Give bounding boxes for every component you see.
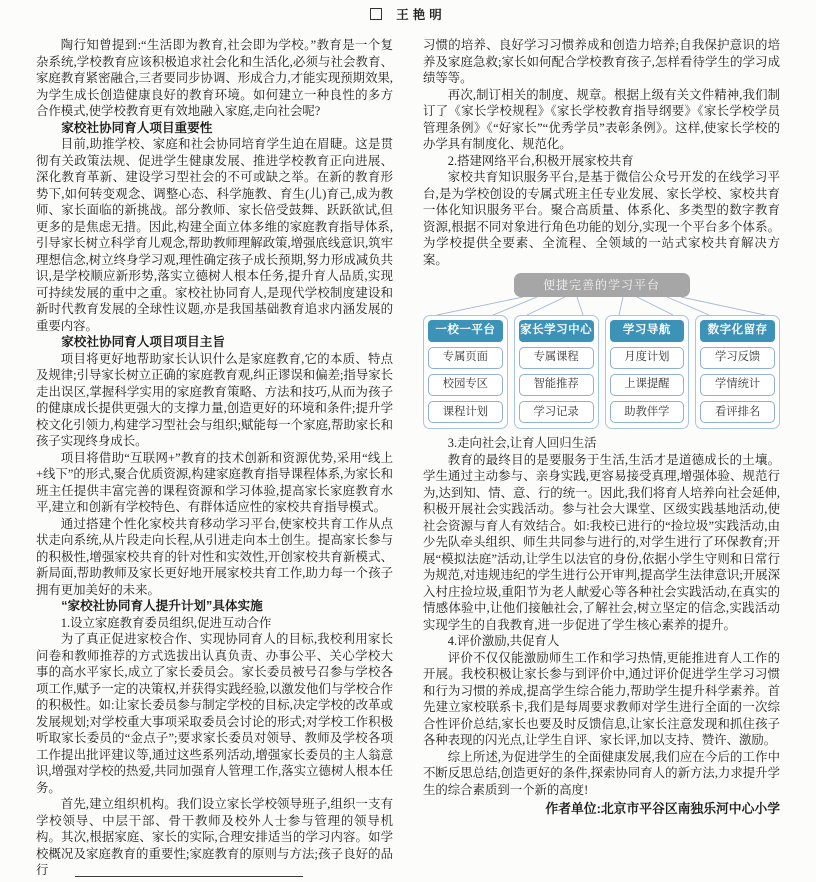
paragraph: 陶行知曾提到:“生活即为教育,社会即为学校。”教育是一个复杂系统,学校教育应该积极追求社会化和生活化,必须与社会教育、家庭教育紧密融合,三者要同步协调、形成合力,才能实现预期效果,为学生成长创造健康良好的教育环境。如何建立一种良性的多方合作模式,使学校教育更有效地融入家庭,走向社会呢?	[36, 38, 393, 118]
diagram-column-school-platform	[423, 315, 508, 429]
paragraph: 目前,助推学校、家庭和社会协同培育学生迫在眉睫。这是贯彻有关政策法规、促进学生健康发展、推进学校教育正向进展、深化教育革新、建设学习型社会的不可或缺之举。在新的教育形势下,如何转变观念、调整心态、科学施教、育生(儿)育己,成为教师、家长面临的新挑战。部分教师、家长倍受鼓舞、跃跃欲试,但更多的是焦虑无措。因此,构建全面立体多维的家庭教育指导体系,引导家长树立科学育儿观念,帮助教师理解政策,增强底线意识,筑牢理想信念,树立终身学习观,理性确定孩子成长预期,努力形成减负共识,是学校顺应新形势,落实立德树人根本任务,提升育人品质,实现可持续发展的重中之重。家校社协同育人,是现代学校制度建设和新时代教育发展的全球性议题,亦是我国基础教育追求内涵发展的重要内容。	[36, 137, 393, 333]
section-heading: 家校社协同育人项目重要性	[61, 120, 213, 135]
author-affiliation: 作者单位:北京市平谷区南独乐河中心小学	[545, 801, 780, 817]
paragraph: 首先,建立组织机构。我们设立家长学校领导班子,组织一支有学校领导、中层干部、骨干教师及校外人士参与管理的领导机构。其次,根据家庭、家长的实际,合理安排适当的学习内容。如学校概况及家庭教育的重要性;家庭教育的原则与方法;孩子良好的品行	[36, 797, 393, 877]
diagram-item: 上课提醒	[610, 374, 685, 396]
page-header	[0, 5, 816, 23]
diagram-item: 学情统计	[700, 374, 775, 396]
paragraph: 家校共育知识服务平台,是基于微信公众号开发的在线学习平台,是为学校创设的专属式班主任专业发展、家长学校、家校共育一体化知识服务平台。聚合高质量、体系化、多类型的数字教育资源,根据不同对象进行角色功能的划分,实现一个平台多个体系。为学校提供全要素、全流程、全领域的一站式家校共育解决方案。	[423, 170, 780, 267]
paragraph: 综上所述,为促进学生的全面健康发展,我们应在今后的工作中不断反思总结,创造更好的条件,探索协同育人的新方法,力求提升学生的综合素质到一个新的高度!	[423, 749, 780, 797]
diagram-connector-lines	[423, 297, 779, 315]
diagram-item: 课程计划	[428, 401, 503, 423]
diagram-item: 智能推荐	[519, 374, 594, 396]
subsection-heading: 1.设立家庭教育委员组织,促进互动合作	[60, 615, 272, 630]
paragraph: 项目将更好地帮助家长认识什么是家庭教育,它的本质、特点及规律;引导家长树立正确的家庭教育观,纠正谬误和偏差;指导家长走出误区,掌握科学实用的家庭教育策略、方法和技巧,从而为孩子的健康成长提供更强大的支撑力量,创造更好的环境和条件;提升学校文化引领力,构建学习型社会与组织;赋能每一个家庭,帮助家长和孩子实现终身成长。	[36, 351, 393, 448]
right-column	[423, 37, 780, 879]
diagram-column-header: 一校一平台	[428, 320, 503, 342]
paragraph: 再次,制订相关的制度、规章。根据上级有关文件精神,我们制订了《家长学校规程》《家长学校教育指导纲要》《家长学校学员管理条例》《“好家长”“优秀学员”表彰条例》。这样,使家长学校的办学具有制度化、规范化。	[423, 87, 780, 151]
paragraph: 通过搭建个性化家校共育移动学习平台,使家校共育工作从点状走向系统,从片段走向长程,从引进走向本土创生。提高家长参与的积极性,增强家校共育的针对性和实效性,开创家校共育新模式、新局面,帮助教师及家长更好地开展家校共育工作,助力每一个孩子拥有更加美好的未来。	[36, 516, 393, 597]
author-marker-square-icon	[370, 8, 382, 20]
paragraph: 习惯的培养、良好学习习惯养成和创造力培养;自我保护意识的培养及家庭急救;家长如何配合学校教育孩子,怎样看待学生的学习成绩等等。	[423, 38, 780, 85]
paragraph: 为了真正促进家校合作、实现协同育人的目标,我校利用家长问卷和教师推荐的方式选拔出认真负责、办事公平、关心学校大事的高水平家长,成立了家长委员会。家长委员被号召参与学校各项工作,赋予一定的决策权,并获得实践经验,以激发他们与学校合作的积极性。如:让家长委员参与制定学校的目标,决定学校的改革或发展规划;对学校重大事项采取委员会讨论的形式;对学校工作积极听取家长委员的“金点子”;要求家长委员对领导、教师及学校各项工作提出批评建议等,通过这些系列活动,增强家长委员的主人翁意识,增强对学校的热爱,共同加强育人管理工作,落实立德树人根本任务。	[36, 632, 393, 795]
diagram-item: 学习记录	[519, 401, 594, 423]
paragraph: 评价不仅仅能激励师生工作和学习热情,更能推进育人工作的开展。我校积极让家长参与到评价中,通过评价促进学生学习习惯和行为习惯的养成,提高学生综合能力,帮助学生提升科学素养。首先建立家校联系卡,我们是每周要求教师对学生进行全面的一次综合性评价总结,家长也要及时反馈信息,让家长注意发现和抓住孩子各种表现的闪光点,让学生自评、家长评,加以支持、赞许、激励。	[423, 650, 780, 748]
diagram-column-header: 数字化留存	[700, 320, 775, 342]
diagram-column-parent-learning-center	[514, 315, 599, 429]
two-column-body	[36, 37, 780, 879]
diagram-item: 学习反馈	[700, 347, 775, 369]
subsection-heading: 4.评价激励,共促育人	[447, 634, 560, 649]
section-heading: “家校社协同育人提升计划”具体实施	[61, 599, 263, 613]
subsection-heading: 2.搭建网络平台,积极开展家校共育	[447, 153, 634, 168]
diagram-item: 专属页面	[428, 347, 503, 369]
diagram-item: 月度计划	[610, 347, 685, 369]
diagram-columns	[423, 315, 780, 429]
diagram-item: 校园专区	[428, 374, 503, 396]
diagram-column-header: 家长学习中心	[519, 320, 594, 342]
paragraph: 项目将借助“互联网+”教育的技术创新和资源优势,采用“线上+线下”的形式,聚合优质资源,构建家庭教育指导课程体系,为家长和班主任提供丰富完善的课程资源和学习体验,提高家长家庭教育水平,建立和创新有学校特色、有群体适应性的家校共育指导模式。	[36, 450, 393, 514]
diagram-column-learning-navigation	[605, 315, 690, 429]
paragraph: 教育的最终目的是要服务于生活,生活才是道德成长的土壤。学生通过主动参与、亲身实践,更容易接受真理,增强体验、规范行为,达到知、情、意、行的统一。因此,我们将育人培养向社会延伸,积极开展社会实践活动。参与社会大课堂、区级实践基地活动,使社会资源与育人有效结合。如:我校已进行的“捡垃圾”实践活动,由少先队牵头组织、师生共同参与进行的,对学生进行了环保教育;开展“模拟法庭”活动,让学生以法官的身份,依据小学生守则和日常行为规范,对违规违纪的学生进行公开审判,提高学生法律意识;开展深入村庄捡垃圾,重阳节为老人献爱心等各种社会实践活动,在真实的情感体验中,让他们接触社会,了解社会,树立坚定的信念,实践活动实现学生的自我教育,进一步促进了学生核心素养的提升。	[423, 452, 780, 632]
diagram-root-node: 便捷完善的学习平台	[514, 273, 690, 297]
diagram-item: 看评排名	[700, 401, 775, 423]
diagram-column-header: 学习导航	[610, 320, 685, 342]
author-name: 王艳明	[396, 8, 446, 22]
diagram-item: 专属课程	[519, 347, 594, 369]
diagram-item: 助教伴学	[610, 401, 685, 423]
diagram-column-digital-archive	[695, 315, 780, 429]
platform-diagram	[423, 273, 780, 429]
subsection-heading: 3.走向社会,让育人回归生活	[447, 436, 597, 451]
footnote-rule	[75, 876, 303, 877]
left-column	[36, 37, 393, 879]
section-heading: 家校社协同育人项目项目主旨	[61, 335, 225, 349]
